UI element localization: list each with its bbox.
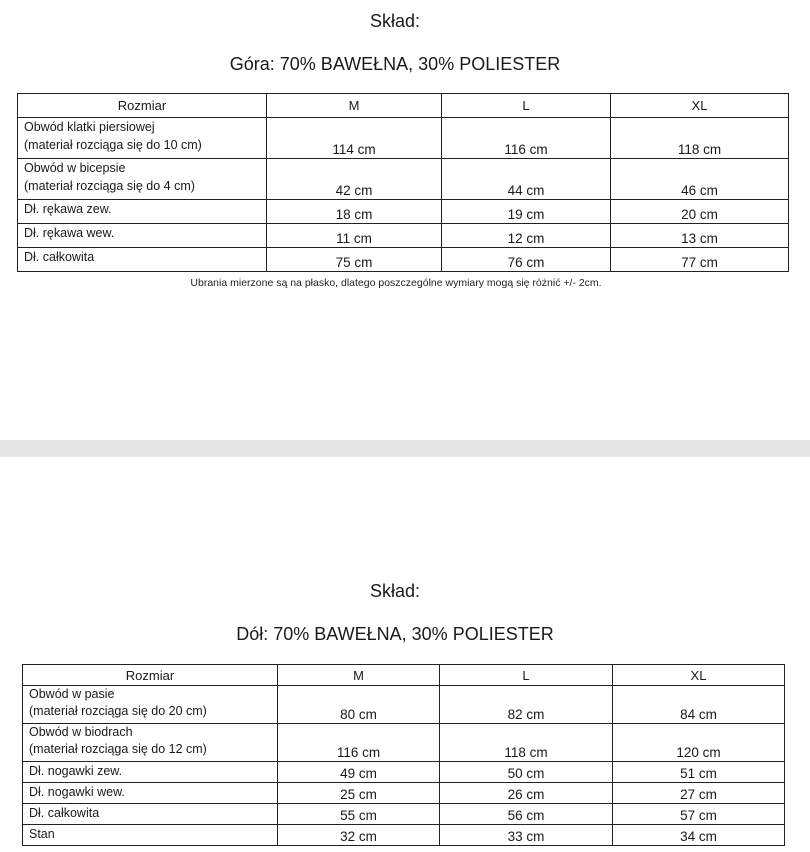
top-header-xl: XL bbox=[611, 94, 789, 118]
row-label: Dł. rękawa zew. bbox=[18, 200, 267, 224]
value-xl: 77 cm bbox=[611, 248, 789, 272]
row-label-note: (materiał rozciąga się do 20 cm) bbox=[29, 704, 207, 718]
row-label bbox=[23, 724, 278, 762]
value-l: 116 cm bbox=[442, 118, 611, 159]
row-label: Dł. nogawki zew. bbox=[23, 762, 278, 783]
value-xl: 84 cm bbox=[613, 686, 785, 724]
value-m: 80 cm bbox=[278, 686, 440, 724]
row-label bbox=[23, 686, 278, 724]
value-xl: 57 cm bbox=[613, 804, 785, 825]
row-label-line: Obwód klatki piersiowej bbox=[24, 120, 155, 134]
value-m: 32 cm bbox=[278, 825, 440, 846]
row-label-note: (materiał rozciąga się do 10 cm) bbox=[24, 138, 202, 152]
row-label: Stan bbox=[23, 825, 278, 846]
table-row bbox=[23, 762, 785, 783]
bottom-size-table bbox=[22, 664, 785, 846]
table-row bbox=[23, 804, 785, 825]
value-l: 19 cm bbox=[442, 200, 611, 224]
table-row bbox=[23, 686, 785, 724]
table-row bbox=[18, 118, 789, 159]
value-xl: 51 cm bbox=[613, 762, 785, 783]
row-label: Dł. rękawa wew. bbox=[18, 224, 267, 248]
value-m: 11 cm bbox=[267, 224, 442, 248]
value-l: 82 cm bbox=[440, 686, 613, 724]
table-row bbox=[23, 724, 785, 762]
table-row bbox=[23, 783, 785, 804]
value-l: 12 cm bbox=[442, 224, 611, 248]
table-row bbox=[18, 224, 789, 248]
value-l: 50 cm bbox=[440, 762, 613, 783]
top-material-composition: Góra: 70% BAWEŁNA, 30% POLIESTER bbox=[229, 54, 561, 74]
value-xl: 118 cm bbox=[611, 118, 789, 159]
bottom-table-header-row bbox=[23, 665, 785, 686]
value-l: 56 cm bbox=[440, 804, 613, 825]
row-label-line: Obwód w bicepsie bbox=[24, 161, 126, 175]
top-header-l: L bbox=[442, 94, 611, 118]
value-m: 49 cm bbox=[278, 762, 440, 783]
bottom-material-composition: Dół: 70% BAWEŁNA, 30% POLIESTER bbox=[236, 624, 554, 644]
row-label-line: Obwód w pasie bbox=[29, 687, 115, 701]
top-header-m: M bbox=[267, 94, 442, 118]
row-label bbox=[18, 159, 267, 200]
value-m: 25 cm bbox=[278, 783, 440, 804]
value-xl: 20 cm bbox=[611, 200, 789, 224]
table-row bbox=[18, 200, 789, 224]
table-row bbox=[18, 159, 789, 200]
value-m: 75 cm bbox=[267, 248, 442, 272]
value-l: 44 cm bbox=[442, 159, 611, 200]
value-m: 114 cm bbox=[267, 118, 442, 159]
measurement-note: Ubrania mierzone są na płasko, dlatego poszczególne wymiary mogą się różnić +/- 2cm. bbox=[190, 277, 602, 289]
row-label-note: (materiał rozciąga się do 4 cm) bbox=[24, 179, 195, 193]
top-header-size: Rozmiar bbox=[18, 94, 267, 118]
value-xl: 34 cm bbox=[613, 825, 785, 846]
value-m: 55 cm bbox=[278, 804, 440, 825]
bottom-header-xl: XL bbox=[613, 665, 785, 686]
bottom-section-title: Skład: bbox=[369, 581, 421, 601]
value-m: 18 cm bbox=[267, 200, 442, 224]
top-size-table bbox=[17, 93, 789, 272]
value-l: 33 cm bbox=[440, 825, 613, 846]
value-l: 118 cm bbox=[440, 724, 613, 762]
table-row bbox=[18, 248, 789, 272]
section-divider bbox=[0, 440, 810, 457]
row-label: Dł. całkowita bbox=[18, 248, 267, 272]
bottom-header-m: M bbox=[278, 665, 440, 686]
value-xl: 13 cm bbox=[611, 224, 789, 248]
value-xl: 46 cm bbox=[611, 159, 789, 200]
row-label: Dł. całkowita bbox=[23, 804, 278, 825]
value-l: 76 cm bbox=[442, 248, 611, 272]
value-l: 26 cm bbox=[440, 783, 613, 804]
value-xl: 27 cm bbox=[613, 783, 785, 804]
bottom-header-l: L bbox=[440, 665, 613, 686]
row-label: Dł. nogawki wew. bbox=[23, 783, 278, 804]
table-row bbox=[23, 825, 785, 846]
row-label bbox=[18, 118, 267, 159]
top-section-title: Skład: bbox=[369, 11, 421, 31]
value-m: 116 cm bbox=[278, 724, 440, 762]
row-label-note: (materiał rozciąga się do 12 cm) bbox=[29, 742, 207, 756]
row-label-line: Obwód w biodrach bbox=[29, 725, 133, 739]
top-table-header-row bbox=[18, 94, 789, 118]
bottom-header-size: Rozmiar bbox=[23, 665, 278, 686]
value-m: 42 cm bbox=[267, 159, 442, 200]
value-xl: 120 cm bbox=[613, 724, 785, 762]
